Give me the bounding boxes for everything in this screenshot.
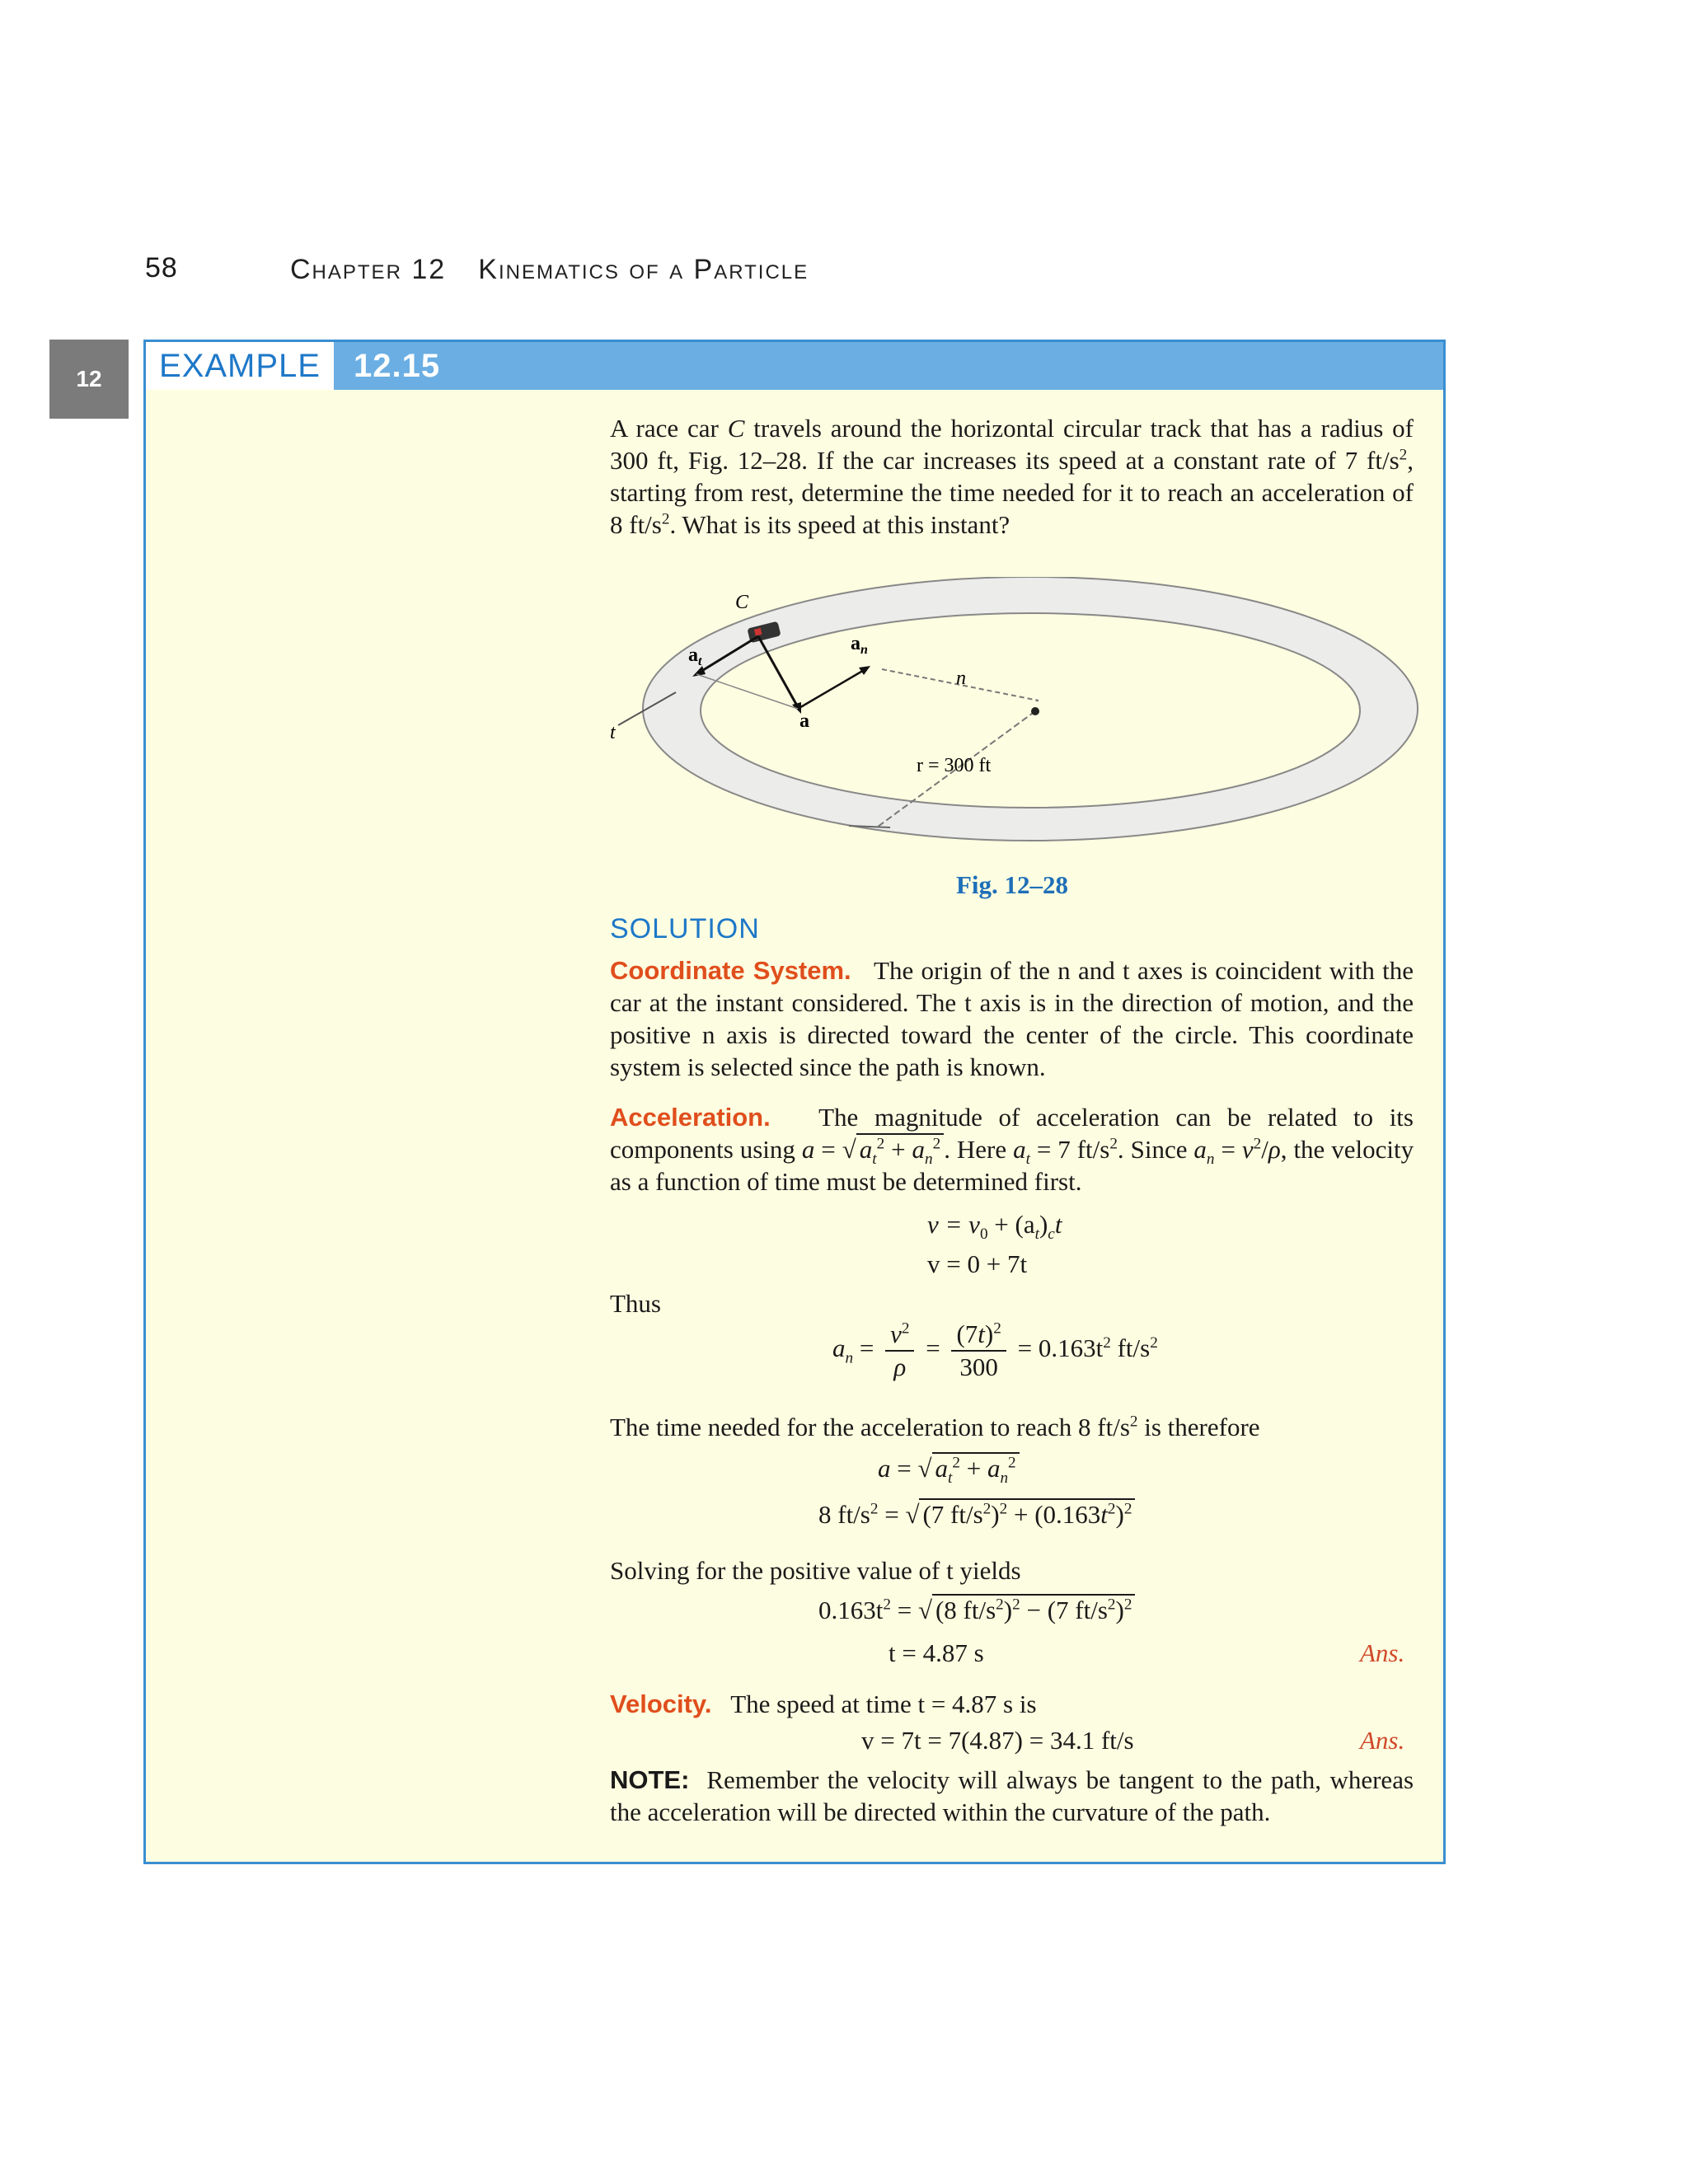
label-n: n bbox=[956, 668, 966, 689]
label-t: t bbox=[610, 722, 616, 743]
acceleration-text-5: the velocity as a function of time must be determined first. bbox=[610, 1135, 1414, 1196]
note-paragraph bbox=[610, 1764, 1414, 1828]
equation-0163: $0.163t^2$ = √ (8 $ft/s^2)^2 - (7$ $ft/s^2)^2$ bbox=[818, 1596, 1135, 1625]
problem-text-2: travels around the horizontal circular track that has a radius of 300 ft, Fig. 12–28. If the car increases its speed at a constant rate of 7 ft/s bbox=[610, 414, 1414, 475]
example-label: EXAMPLE bbox=[146, 342, 334, 390]
note-heading: NOTE: bbox=[610, 1765, 690, 1794]
coordinate-paragraph bbox=[610, 954, 1414, 1083]
label-at: $a_t$ bbox=[688, 644, 702, 668]
center-point bbox=[1031, 707, 1039, 715]
equation-v2: v = 0 + 7t bbox=[927, 1249, 1028, 1278]
equation-v1: $v = v_0 + (a_t)_ct$ bbox=[927, 1210, 1062, 1244]
equation-an: $a_n$ = $\frac{v^2}{\rho}$ = $\frac{(7t)^2}{300}$ = $0.163t^2$ $ft/s^2$ bbox=[832, 1319, 1158, 1381]
t-result: t = 4.87 s bbox=[889, 1638, 984, 1667]
example-header bbox=[146, 342, 1443, 390]
page-number: 58 bbox=[145, 252, 178, 284]
note-text: Remember the velocity will always be tangent to the path, whereas the acceleration will be directed within the curvature of the path. bbox=[610, 1765, 1414, 1826]
v-result: v = 7t = 7(4.87) = 34.1 ft/s bbox=[861, 1726, 1134, 1755]
solving-text: Solving for the positive value of t yields bbox=[610, 1556, 1021, 1585]
answer-label-1: Ans. bbox=[1360, 1638, 1405, 1667]
label-an: $a_n$ bbox=[851, 633, 868, 657]
chapter-label: Chapter 12 bbox=[290, 254, 447, 285]
equation-8: 8 $ft/s^2$ = √ (7 $ft/s^2)^2 + (0.163t^2)^2$ bbox=[818, 1500, 1135, 1530]
thus-label: Thus bbox=[610, 1289, 661, 1318]
acceleration-paragraph: Acceleration. The magnitude of acceleration can be related to its components using a = √ $a_t^2 + a_n^2$ . Here $a_t = 7$ $ft/s^2$. Since $a_n = v^2/\rho$, the velocity as a function of time must be determined first. bbox=[610, 1103, 1414, 1196]
figure-track bbox=[593, 577, 1434, 874]
figure-caption: Fig. 12–28 bbox=[956, 870, 1069, 899]
problem-text-1: A race car bbox=[610, 414, 728, 443]
coordinate-heading: Coordinate System. bbox=[610, 956, 851, 985]
problem-statement: A race car C travels around the horizontal circular track that has a radius of 300 ft, Fig. 12–28. If the car increases its speed at a constant rate of 7 $ft/s^2$, starting from rest, determine the time needed for it to reach an acceleration of 8 $ft/s^2$. What is its speed at this instant? bbox=[610, 414, 1414, 539]
acceleration-text-3: = 7 ft/s bbox=[1036, 1135, 1110, 1164]
running-head bbox=[290, 254, 809, 286]
label-c: C bbox=[735, 592, 749, 613]
velocity-heading: Velocity. bbox=[610, 1690, 712, 1718]
velocity-text: The speed at time t = 4.87 s is bbox=[730, 1690, 1037, 1718]
time-text: The time needed for the acceleration to reach 8 $ft/s^2$ is therefore bbox=[610, 1413, 1260, 1441]
problem-text-3: , starting from rest, determine the time needed for it to reach an acceleration of 8 ft/s bbox=[610, 446, 1414, 539]
coordinate-text: The origin of the n and t axes is coincident with the car at the instant considered. The t axis is in the direction of motion, and the positive n axis is directed toward the center of the circle. This coordinate system is selected since the path is known. bbox=[610, 956, 1414, 1081]
answer-label-2: Ans. bbox=[1360, 1726, 1405, 1755]
acceleration-heading: Acceleration. bbox=[610, 1103, 771, 1132]
chapter-title: Kinematics of a Particle bbox=[478, 254, 809, 285]
problem-car: C bbox=[727, 414, 745, 443]
label-radius: r = 300 ft bbox=[917, 755, 992, 776]
equation-a-magnitude: a = √ $a_t^2 + a_n^2$ bbox=[878, 1454, 1020, 1483]
label-a: a bbox=[799, 710, 809, 732]
velocity-paragraph bbox=[610, 1688, 1414, 1720]
example-number: 12.15 bbox=[354, 347, 441, 384]
acceleration-text-2: . Here bbox=[944, 1135, 1007, 1164]
chapter-side-tab: 12 bbox=[49, 340, 129, 419]
problem-text-4: . What is its speed at this instant? bbox=[669, 510, 1010, 539]
acceleration-text-4: . Since bbox=[1117, 1135, 1188, 1164]
solution-heading: SOLUTION bbox=[610, 913, 760, 944]
acceleration-text-1: The magnitude of acceleration can be related to its components using bbox=[610, 1103, 1414, 1164]
